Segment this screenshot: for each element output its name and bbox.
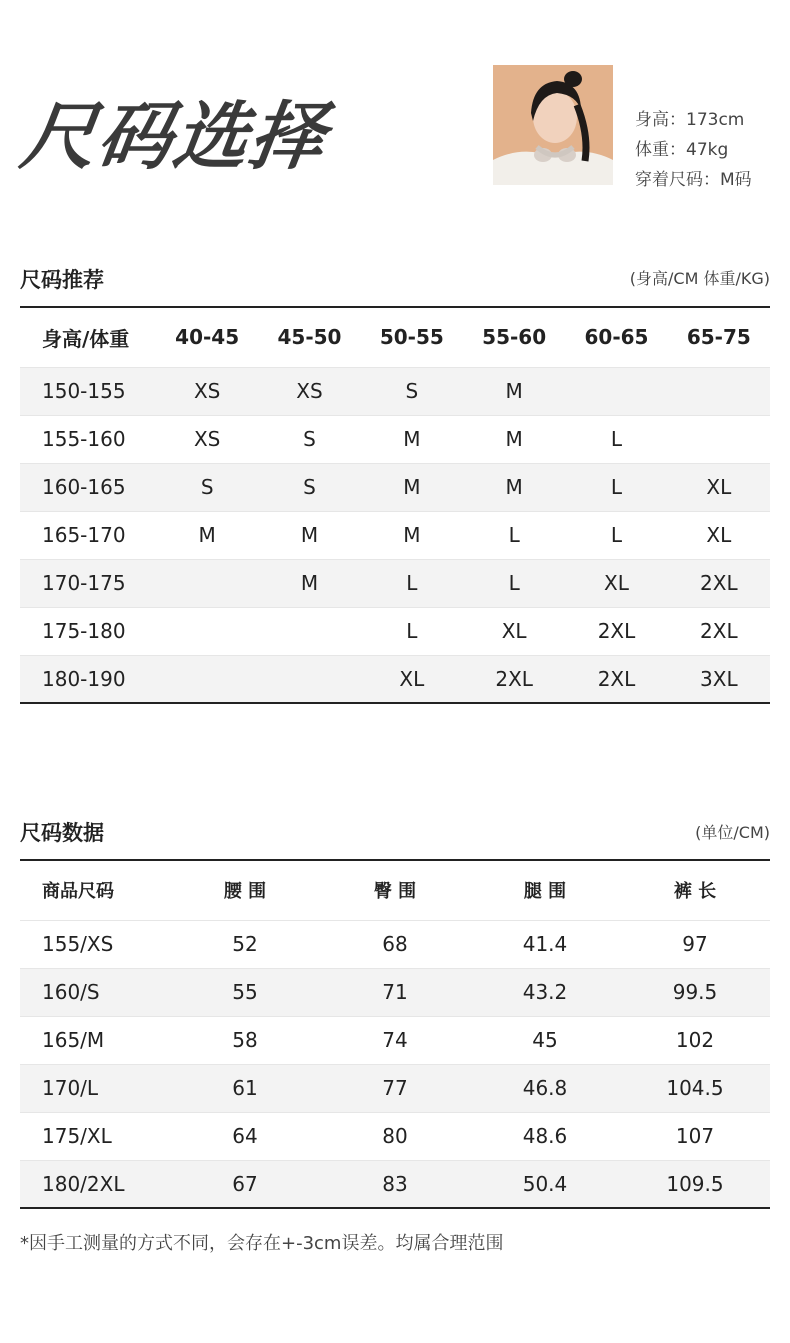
recommend-title: 尺码推荐 [20,268,104,292]
size-cell: M [198,523,216,547]
measure-cell: 71 [382,980,408,1004]
corner-header: 身高/体重 [42,326,130,351]
size-cell: L [610,523,623,547]
column-header: 裤 长 [673,881,717,903]
size-cell: XS [193,427,221,451]
weight-header: 50-55 [379,325,444,350]
size-cell: M [505,427,523,451]
model-height: 身高：173cm [635,110,745,130]
size-cell: L [508,571,520,595]
measure-cell: 68 [382,932,408,956]
measure-cell: 77 [382,1076,408,1100]
size-cell: XS [193,379,221,403]
weight-header: 65-75 [686,325,751,350]
table-row [20,463,770,511]
measure-cell: 109.5 [666,1171,724,1196]
measure-cell: 80 [382,1124,408,1148]
size-cell: XL [604,571,629,595]
size-label: 175/XL [42,1124,112,1148]
measure-cell: 104.5 [666,1076,724,1100]
table-row [20,367,770,415]
size-cell: S [200,475,214,499]
model-weight: 体重：47kg [635,140,729,160]
size-label: 160/S [42,980,100,1004]
measure-cell: 64 [232,1124,258,1148]
measure-cell: 45 [532,1028,558,1052]
measure-cell: 48.6 [522,1124,568,1148]
height-range: 170-175 [42,571,126,595]
size-cell: M [505,379,523,403]
size-cell: M [403,475,421,499]
weight-header: 55-60 [482,325,547,350]
size-cell [258,607,360,655]
size-cell: XL [706,523,732,547]
size-cell [668,415,770,463]
table-row [20,511,770,559]
table-row [20,920,770,968]
height-range: 150-155 [42,379,126,403]
weight-header: 60-65 [584,325,649,350]
size-cell: M [505,475,523,499]
model-size: 穿着尺码：M码 [635,170,752,190]
measure-cell: 58 [232,1028,258,1052]
column-header: 臀 围 [373,881,417,903]
measure-cell: 50.4 [522,1171,568,1196]
size-cell: M [300,523,319,547]
table-row [20,1112,770,1160]
measure-cell: 74 [382,1028,408,1052]
size-cell: XS [296,379,323,403]
table-row [20,1160,770,1208]
size-cell: 2XL [495,666,533,691]
size-cell: L [406,571,418,595]
height-range: 155-160 [42,427,126,451]
size-cell: 2XL [700,619,738,643]
size-cell [668,367,770,415]
table-row [20,607,770,655]
size-label: 165/M [42,1028,105,1052]
measurements-unit: (单位/CM) [695,823,770,842]
recommend-unit: (身高/CM 体重/KG) [629,269,770,288]
table-header-row [20,860,770,920]
size-cell: XL [399,666,425,691]
table-row [20,559,770,607]
size-cell: L [406,619,418,643]
size-cell [156,655,258,703]
table-header-row [20,307,770,367]
height-range: 180-190 [42,666,126,691]
size-recommendation-table [20,306,770,704]
size-label: 180/2XL [42,1171,125,1196]
size-cell [156,607,258,655]
size-cell [156,559,258,607]
size-label: 170/L [42,1076,99,1100]
page-title: 尺码选择 [15,94,333,180]
measure-cell: 99.5 [672,980,718,1004]
measure-cell: 55 [232,980,258,1004]
size-measurements-table [20,859,770,1209]
table-row [20,1016,770,1064]
size-cell: 2XL [597,666,636,691]
measurements-title: 尺码数据 [20,821,104,845]
measurement-disclaimer: *因手工测量的方式不同，会存在+-3cm误差。均属合理范围 [20,1233,504,1254]
size-cell: M [403,427,421,451]
table-row [20,415,770,463]
measure-cell: 97 [682,932,708,956]
model-info [635,105,752,195]
measure-cell: 83 [382,1171,408,1196]
size-cell: 3XL [700,666,738,691]
measure-cell: 41.4 [522,932,568,956]
size-cell: XL [501,619,527,643]
size-cell: L [508,523,520,547]
table-row [20,1064,770,1112]
measure-cell: 52 [232,932,258,956]
size-cell [565,367,667,415]
column-header: 腿 围 [523,881,567,903]
weight-header: 40-45 [175,325,240,350]
size-cell: S [405,379,419,403]
size-cell: XL [706,475,732,499]
column-header: 商品尺码 [42,881,114,903]
size-cell: L [610,475,623,499]
weight-header: 45-50 [277,325,342,350]
measure-cell: 61 [232,1076,258,1100]
measure-cell: 46.8 [522,1076,568,1100]
size-cell: S [303,427,316,451]
measure-cell: 67 [232,1171,258,1196]
height-range: 175-180 [42,619,126,643]
table-row [20,655,770,703]
size-cell: 2XL [597,619,636,643]
size-cell: S [303,475,316,499]
size-cell: 2XL [700,571,738,595]
model-photo [493,65,613,185]
measure-cell: 43.2 [522,980,568,1004]
table-row [20,968,770,1016]
size-cell: L [610,427,623,451]
size-cell: M [300,571,319,595]
size-label: 155/XS [42,932,114,956]
measure-cell: 102 [675,1028,715,1052]
height-range: 160-165 [42,475,126,499]
size-cell [258,655,360,703]
measure-cell: 107 [675,1124,715,1148]
size-cell: M [403,523,421,547]
height-range: 165-170 [42,523,126,547]
column-header: 腰 围 [223,881,267,903]
